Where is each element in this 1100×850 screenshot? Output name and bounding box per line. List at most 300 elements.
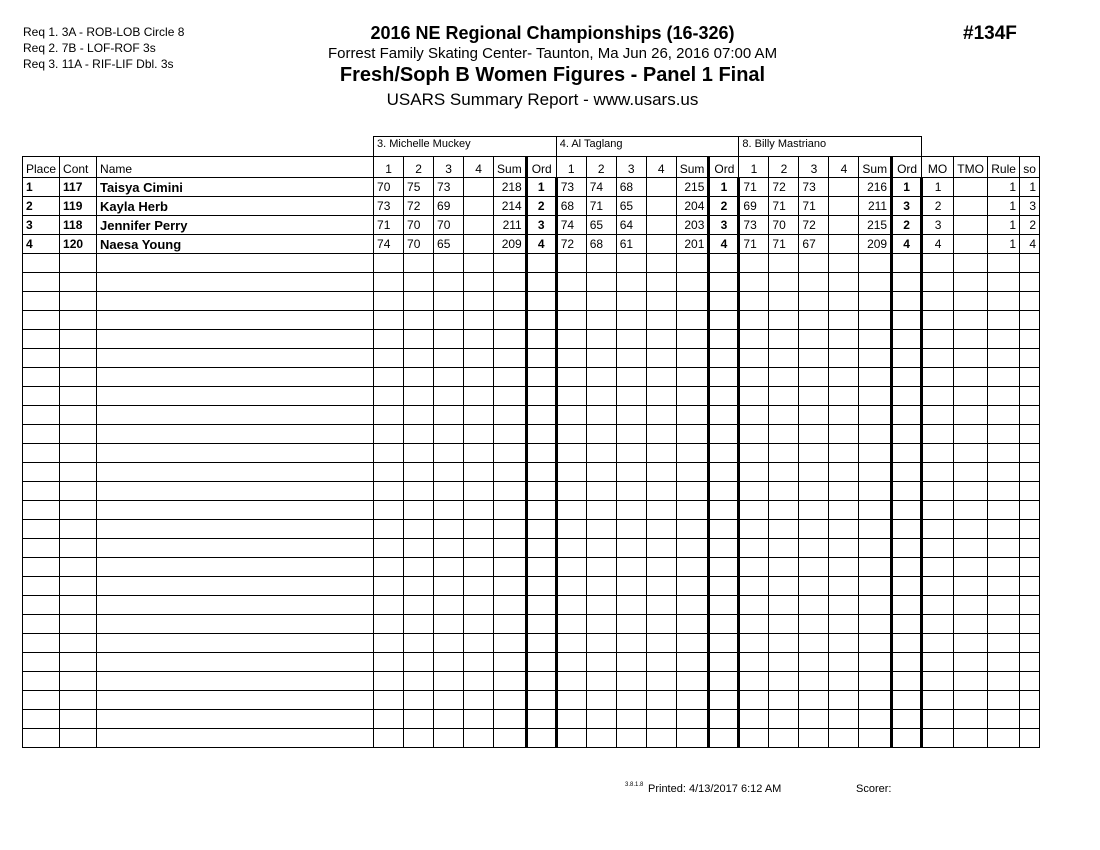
ord-cell bbox=[709, 273, 739, 292]
ord-cell: 2 bbox=[892, 216, 922, 235]
score-cell bbox=[434, 425, 464, 444]
score-cell bbox=[646, 311, 676, 330]
score-cell bbox=[464, 425, 494, 444]
score-cell bbox=[556, 387, 586, 406]
sum-cell bbox=[494, 520, 527, 539]
score-cell bbox=[739, 577, 769, 596]
cont-cell bbox=[60, 729, 97, 748]
cont-cell bbox=[60, 482, 97, 501]
place-cell bbox=[23, 406, 60, 425]
mo-cell bbox=[922, 482, 954, 501]
score-cell bbox=[586, 520, 616, 539]
name-cell bbox=[97, 577, 374, 596]
sum-cell bbox=[494, 691, 527, 710]
cont-cell bbox=[60, 254, 97, 273]
mo-cell: 2 bbox=[922, 197, 954, 216]
col-header-name: Name bbox=[97, 157, 374, 178]
score-cell bbox=[556, 330, 586, 349]
so-cell bbox=[1020, 330, 1040, 349]
ord-cell bbox=[892, 596, 922, 615]
score-cell: 71 bbox=[769, 197, 799, 216]
name-cell bbox=[97, 349, 374, 368]
col-header-mo: MO bbox=[922, 157, 954, 178]
sum-cell bbox=[676, 368, 709, 387]
judge-name: 8. Billy Mastriano bbox=[739, 137, 922, 157]
score-cell bbox=[404, 387, 434, 406]
score-cell bbox=[586, 463, 616, 482]
col-header-rule: Rule bbox=[988, 157, 1020, 178]
mo-cell bbox=[922, 653, 954, 672]
place-cell bbox=[23, 387, 60, 406]
sum-cell bbox=[494, 596, 527, 615]
ord-cell bbox=[709, 539, 739, 558]
rule-cell bbox=[988, 710, 1020, 729]
score-cell bbox=[799, 349, 829, 368]
score-cell bbox=[799, 501, 829, 520]
score-cell bbox=[464, 444, 494, 463]
so-cell bbox=[1020, 387, 1040, 406]
score-cell bbox=[769, 330, 799, 349]
score-cell bbox=[556, 311, 586, 330]
col-header-score: 2 bbox=[769, 157, 799, 178]
col-header-ord: Ord bbox=[709, 157, 739, 178]
score-cell bbox=[374, 463, 404, 482]
empty-row bbox=[23, 444, 1040, 463]
cont-cell bbox=[60, 710, 97, 729]
score-cell bbox=[556, 729, 586, 748]
score-cell bbox=[586, 729, 616, 748]
score-cell bbox=[799, 729, 829, 748]
ord-cell bbox=[709, 653, 739, 672]
score-cell bbox=[464, 653, 494, 672]
score-cell bbox=[646, 425, 676, 444]
mo-cell bbox=[922, 425, 954, 444]
tmo-cell bbox=[954, 596, 988, 615]
mo-cell bbox=[922, 501, 954, 520]
score-cell bbox=[769, 349, 799, 368]
score-cell: 65 bbox=[434, 235, 464, 254]
sum-cell: 209 bbox=[859, 235, 892, 254]
score-cell bbox=[616, 596, 646, 615]
score-cell bbox=[556, 653, 586, 672]
tmo-cell bbox=[954, 235, 988, 254]
score-cell bbox=[404, 311, 434, 330]
score-cell bbox=[404, 577, 434, 596]
score-cell bbox=[586, 672, 616, 691]
score-cell bbox=[646, 615, 676, 634]
tmo-cell bbox=[954, 197, 988, 216]
score-cell bbox=[769, 292, 799, 311]
score-cell bbox=[799, 653, 829, 672]
sum-cell bbox=[494, 425, 527, 444]
score-cell bbox=[616, 634, 646, 653]
venue-date: Forrest Family Skating Center- Taunton, Ma Jun 26, 2016 07:00 AM bbox=[327, 45, 778, 62]
score-cell: 73 bbox=[799, 178, 829, 197]
mo-cell bbox=[922, 520, 954, 539]
rule-cell bbox=[988, 501, 1020, 520]
score-cell bbox=[829, 729, 859, 748]
ord-cell bbox=[892, 254, 922, 273]
score-cell bbox=[829, 216, 859, 235]
score-cell: 73 bbox=[739, 216, 769, 235]
mo-cell bbox=[922, 406, 954, 425]
printed-timestamp: Printed: 4/13/2017 6:12 AM bbox=[648, 783, 782, 795]
place-cell bbox=[23, 577, 60, 596]
score-cell bbox=[374, 672, 404, 691]
score-cell bbox=[739, 292, 769, 311]
score-cell bbox=[739, 672, 769, 691]
sum-cell bbox=[859, 368, 892, 387]
score-cell bbox=[374, 634, 404, 653]
sum-cell bbox=[494, 501, 527, 520]
score-cell bbox=[586, 482, 616, 501]
sum-cell bbox=[676, 577, 709, 596]
score-cell bbox=[464, 406, 494, 425]
score-cell bbox=[404, 520, 434, 539]
ord-cell bbox=[526, 520, 556, 539]
mo-cell bbox=[922, 634, 954, 653]
sum-cell bbox=[859, 615, 892, 634]
score-cell bbox=[434, 311, 464, 330]
mo-cell bbox=[922, 596, 954, 615]
score-cell bbox=[829, 197, 859, 216]
score-cell bbox=[739, 691, 769, 710]
score-cell bbox=[404, 254, 434, 273]
name-cell: Jennifer Perry bbox=[97, 216, 374, 235]
sum-cell bbox=[676, 387, 709, 406]
tmo-cell bbox=[954, 292, 988, 311]
score-cell bbox=[374, 558, 404, 577]
sum-cell bbox=[494, 539, 527, 558]
score-cell bbox=[374, 596, 404, 615]
score-cell bbox=[646, 539, 676, 558]
score-cell bbox=[586, 710, 616, 729]
rule-cell bbox=[988, 311, 1020, 330]
sum-cell bbox=[494, 710, 527, 729]
ord-cell bbox=[709, 691, 739, 710]
ord-cell bbox=[892, 387, 922, 406]
mo-cell bbox=[922, 311, 954, 330]
place-cell bbox=[23, 425, 60, 444]
name-cell bbox=[97, 330, 374, 349]
score-cell bbox=[799, 710, 829, 729]
score-cell bbox=[616, 501, 646, 520]
ord-cell bbox=[892, 501, 922, 520]
empty-row bbox=[23, 254, 1040, 273]
score-cell bbox=[586, 368, 616, 387]
ord-cell bbox=[892, 691, 922, 710]
score-cell bbox=[434, 520, 464, 539]
rule-cell bbox=[988, 330, 1020, 349]
ord-cell bbox=[892, 311, 922, 330]
score-cell bbox=[799, 520, 829, 539]
tmo-cell bbox=[954, 216, 988, 235]
sum-cell bbox=[676, 653, 709, 672]
championship-title: 2016 NE Regional Championships (16-326) bbox=[370, 23, 735, 43]
score-cell bbox=[739, 273, 769, 292]
place-cell bbox=[23, 501, 60, 520]
place-cell bbox=[23, 710, 60, 729]
sum-cell: 211 bbox=[494, 216, 527, 235]
score-cell bbox=[464, 292, 494, 311]
score-cell bbox=[586, 558, 616, 577]
rule-cell bbox=[988, 482, 1020, 501]
ord-cell bbox=[526, 482, 556, 501]
tmo-cell bbox=[954, 349, 988, 368]
score-cell bbox=[404, 653, 434, 672]
score-cell bbox=[739, 615, 769, 634]
score-cell bbox=[464, 311, 494, 330]
score-cell: 61 bbox=[616, 235, 646, 254]
col-header-score: 2 bbox=[404, 157, 434, 178]
cont-cell: 120 bbox=[60, 235, 97, 254]
score-cell bbox=[556, 672, 586, 691]
so-cell: 1 bbox=[1020, 178, 1040, 197]
tmo-cell bbox=[954, 387, 988, 406]
ord-cell bbox=[526, 311, 556, 330]
col-header-place: Place bbox=[23, 157, 60, 178]
score-cell bbox=[434, 577, 464, 596]
ord-cell: 2 bbox=[526, 197, 556, 216]
score-cell bbox=[769, 273, 799, 292]
sum-cell bbox=[494, 653, 527, 672]
empty-row bbox=[23, 482, 1040, 501]
score-cell bbox=[799, 406, 829, 425]
tmo-cell bbox=[954, 425, 988, 444]
mo-cell bbox=[922, 710, 954, 729]
so-cell bbox=[1020, 444, 1040, 463]
score-cell bbox=[464, 254, 494, 273]
score-cell bbox=[829, 596, 859, 615]
rule-cell bbox=[988, 387, 1020, 406]
ord-cell bbox=[892, 558, 922, 577]
ord-cell bbox=[526, 672, 556, 691]
score-cell bbox=[616, 729, 646, 748]
ord-cell bbox=[526, 387, 556, 406]
cont-cell bbox=[60, 501, 97, 520]
score-cell bbox=[829, 292, 859, 311]
score-cell bbox=[799, 691, 829, 710]
score-cell bbox=[646, 330, 676, 349]
score-cell bbox=[616, 368, 646, 387]
sum-cell bbox=[676, 311, 709, 330]
sum-cell bbox=[859, 463, 892, 482]
empty-row bbox=[23, 501, 1040, 520]
score-cell bbox=[374, 425, 404, 444]
ord-cell bbox=[709, 520, 739, 539]
col-header-ord: Ord bbox=[526, 157, 556, 178]
score-cell: 74 bbox=[556, 216, 586, 235]
sum-cell bbox=[676, 425, 709, 444]
sum-cell bbox=[676, 501, 709, 520]
so-cell bbox=[1020, 425, 1040, 444]
score-cell: 70 bbox=[404, 235, 434, 254]
sum-cell bbox=[859, 520, 892, 539]
score-cell bbox=[464, 615, 494, 634]
score-cell: 67 bbox=[799, 235, 829, 254]
table-row bbox=[23, 216, 1040, 235]
score-cell bbox=[799, 539, 829, 558]
col-header-score: 1 bbox=[556, 157, 586, 178]
score-cell bbox=[404, 558, 434, 577]
cont-cell bbox=[60, 577, 97, 596]
empty-row bbox=[23, 330, 1040, 349]
score-cell bbox=[829, 653, 859, 672]
cont-cell bbox=[60, 368, 97, 387]
score-cell bbox=[404, 425, 434, 444]
sum-cell bbox=[494, 577, 527, 596]
sum-cell bbox=[859, 691, 892, 710]
column-header-row bbox=[23, 157, 1040, 178]
rule-cell bbox=[988, 558, 1020, 577]
ord-cell: 4 bbox=[526, 235, 556, 254]
tmo-cell bbox=[954, 615, 988, 634]
score-cell bbox=[799, 292, 829, 311]
score-cell bbox=[646, 729, 676, 748]
name-cell: Naesa Young bbox=[97, 235, 374, 254]
score-cell bbox=[434, 463, 464, 482]
place-cell bbox=[23, 444, 60, 463]
score-cell bbox=[464, 273, 494, 292]
score-cell bbox=[769, 406, 799, 425]
so-cell: 4 bbox=[1020, 235, 1040, 254]
sum-cell: 215 bbox=[859, 216, 892, 235]
sum-cell bbox=[494, 558, 527, 577]
score-cell bbox=[829, 634, 859, 653]
score-cell bbox=[464, 178, 494, 197]
empty-row bbox=[23, 672, 1040, 691]
ord-cell bbox=[526, 615, 556, 634]
score-cell bbox=[769, 482, 799, 501]
sum-cell bbox=[859, 273, 892, 292]
score-cell bbox=[374, 330, 404, 349]
score-cell bbox=[799, 444, 829, 463]
score-cell bbox=[799, 387, 829, 406]
score-cell bbox=[464, 216, 494, 235]
rule-cell: 1 bbox=[988, 235, 1020, 254]
score-cell bbox=[586, 406, 616, 425]
mo-cell bbox=[922, 558, 954, 577]
score-cell bbox=[646, 691, 676, 710]
score-cell bbox=[434, 539, 464, 558]
so-cell: 3 bbox=[1020, 197, 1040, 216]
tmo-cell bbox=[954, 273, 988, 292]
score-cell bbox=[464, 710, 494, 729]
score-cell bbox=[374, 311, 404, 330]
score-cell bbox=[646, 197, 676, 216]
score-cell: 74 bbox=[586, 178, 616, 197]
software-version: 3.8.1.8 bbox=[625, 782, 644, 788]
ord-cell bbox=[709, 406, 739, 425]
score-cell bbox=[586, 501, 616, 520]
score-cell bbox=[434, 387, 464, 406]
ord-cell bbox=[526, 596, 556, 615]
score-cell bbox=[616, 330, 646, 349]
ord-cell bbox=[709, 425, 739, 444]
col-header-score: 4 bbox=[829, 157, 859, 178]
score-cell bbox=[616, 311, 646, 330]
cont-cell bbox=[60, 653, 97, 672]
tmo-cell bbox=[954, 710, 988, 729]
place-cell bbox=[23, 520, 60, 539]
score-cell bbox=[739, 482, 769, 501]
so-cell bbox=[1020, 311, 1040, 330]
mo-cell bbox=[922, 368, 954, 387]
score-cell bbox=[829, 710, 859, 729]
empty-row bbox=[23, 368, 1040, 387]
rule-cell bbox=[988, 254, 1020, 273]
score-cell bbox=[646, 653, 676, 672]
ord-cell bbox=[526, 729, 556, 748]
score-cell bbox=[769, 463, 799, 482]
score-cell: 71 bbox=[586, 197, 616, 216]
score-cell bbox=[404, 729, 434, 748]
score-cell bbox=[464, 596, 494, 615]
ord-cell bbox=[892, 444, 922, 463]
score-cell bbox=[739, 254, 769, 273]
cont-cell bbox=[60, 273, 97, 292]
sum-cell: 215 bbox=[676, 178, 709, 197]
rule-cell bbox=[988, 368, 1020, 387]
score-cell bbox=[769, 368, 799, 387]
sum-cell bbox=[494, 311, 527, 330]
score-cell bbox=[464, 729, 494, 748]
ord-cell bbox=[526, 425, 556, 444]
score-cell bbox=[769, 596, 799, 615]
score-cell bbox=[646, 558, 676, 577]
score-cell: 68 bbox=[586, 235, 616, 254]
judge-name: 4. Al Taglang bbox=[556, 137, 739, 157]
score-cell: 73 bbox=[556, 178, 586, 197]
col-header-tmo: TMO bbox=[954, 157, 988, 178]
mo-cell bbox=[922, 463, 954, 482]
ord-cell bbox=[892, 273, 922, 292]
score-cell bbox=[434, 672, 464, 691]
col-header-score: 3 bbox=[434, 157, 464, 178]
so-cell bbox=[1020, 349, 1040, 368]
so-cell bbox=[1020, 520, 1040, 539]
mo-cell bbox=[922, 330, 954, 349]
ord-cell: 1 bbox=[892, 178, 922, 197]
cont-cell bbox=[60, 406, 97, 425]
cont-cell: 119 bbox=[60, 197, 97, 216]
score-cell bbox=[769, 615, 799, 634]
score-cell bbox=[374, 577, 404, 596]
score-cell bbox=[769, 653, 799, 672]
requirement-3: Req 3. 11A - RIF-LIF Dbl. 3s bbox=[23, 57, 174, 71]
score-cell bbox=[404, 273, 434, 292]
name-cell bbox=[97, 387, 374, 406]
tmo-cell bbox=[954, 672, 988, 691]
place-cell: 4 bbox=[23, 235, 60, 254]
sum-cell bbox=[859, 729, 892, 748]
score-cell bbox=[799, 672, 829, 691]
tmo-cell bbox=[954, 482, 988, 501]
score-cell bbox=[434, 596, 464, 615]
judge-name: 3. Michelle Muckey bbox=[374, 137, 557, 157]
score-cell bbox=[404, 292, 434, 311]
score-cell bbox=[829, 672, 859, 691]
score-cell bbox=[374, 729, 404, 748]
sum-cell bbox=[676, 463, 709, 482]
score-cell bbox=[556, 444, 586, 463]
score-cell bbox=[464, 368, 494, 387]
score-cell bbox=[769, 311, 799, 330]
score-cell bbox=[464, 672, 494, 691]
score-cell bbox=[829, 577, 859, 596]
score-cell bbox=[829, 501, 859, 520]
score-cell bbox=[646, 235, 676, 254]
